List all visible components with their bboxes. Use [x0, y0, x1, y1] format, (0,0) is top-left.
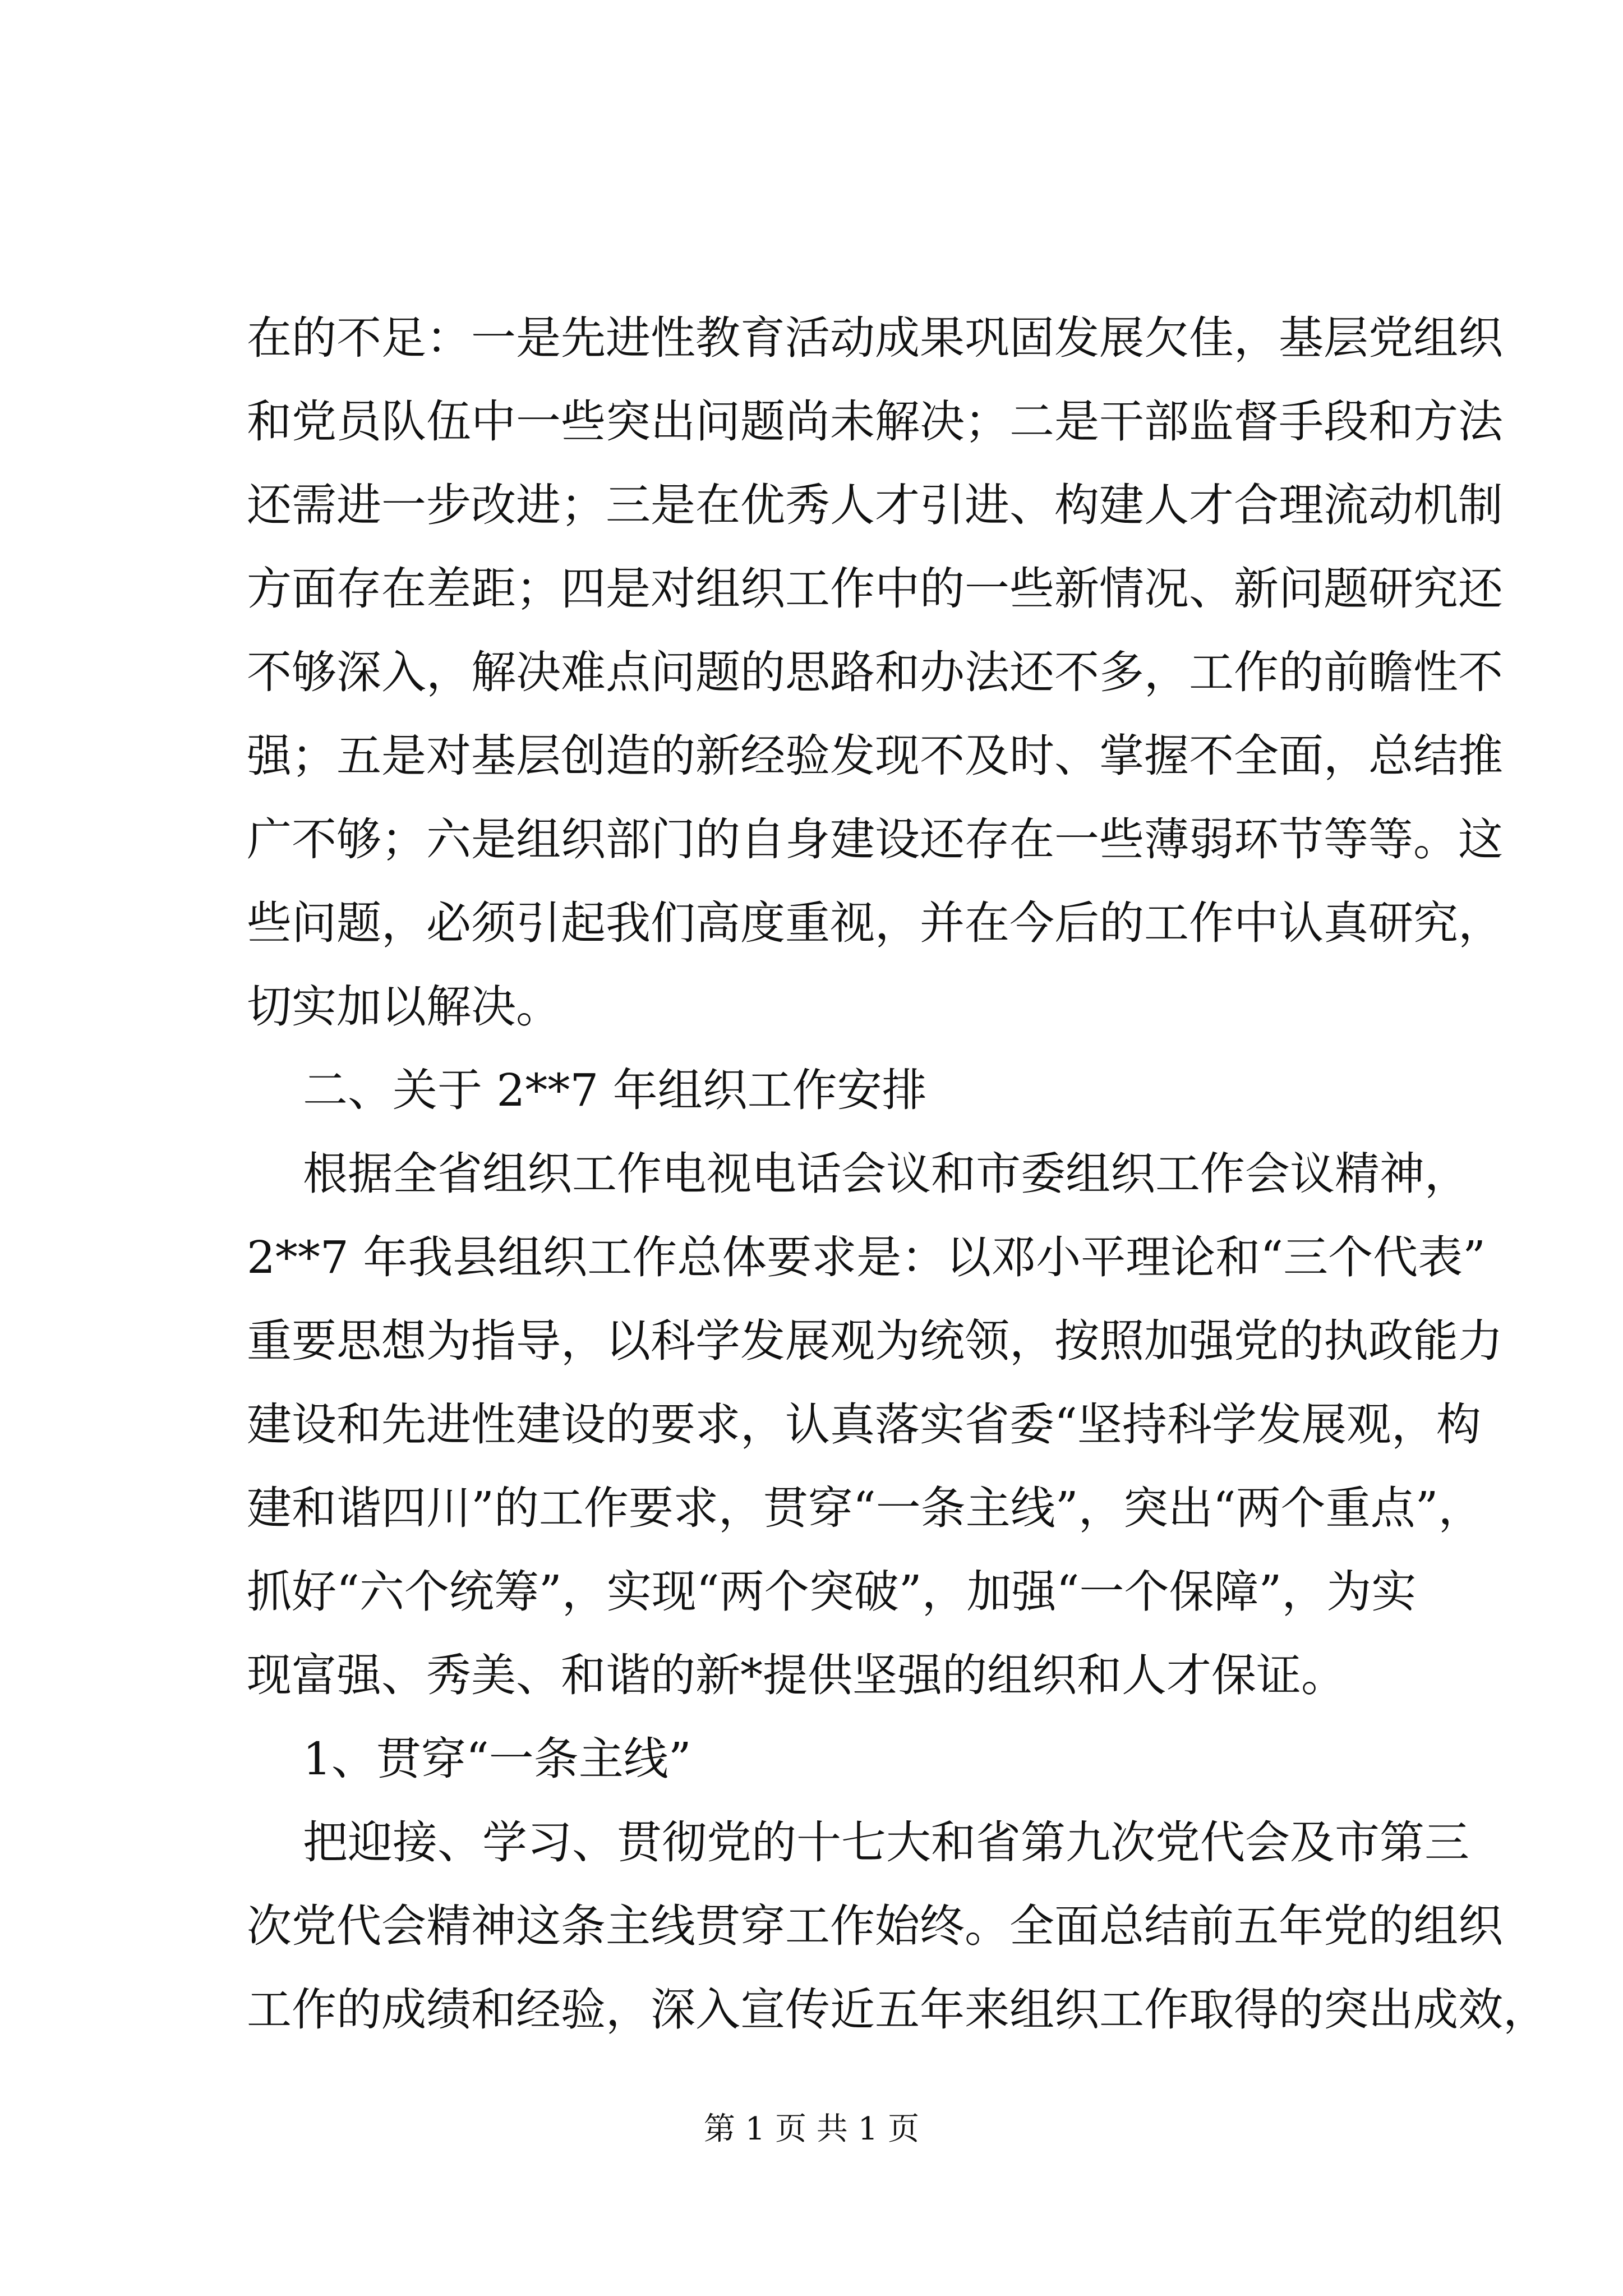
body-line: 根据全省组织工作电视电话会议和市委组织工作会议精神， — [303, 1148, 1469, 1200]
body-line: 次党代会精神这条主线贯穿工作始终。全面总结前五年党的组织 — [247, 1900, 1503, 1952]
body-line: 建和谐四川”的工作要求，贯穿“一条主线”，突出“两个重点”， — [247, 1482, 1483, 1534]
body-line: 广不够；六是组织部门的自身建设还存在一些薄弱环节等等。这 — [247, 813, 1503, 866]
body-line: 强；五是对基层创造的新经验发现不及时、掌握不全面，总结推 — [247, 730, 1503, 782]
body-line: 工作的成绩和经验，深入宣传近五年来组织工作取得的突出成效， — [247, 1984, 1548, 2036]
body-line: 些问题，必须引起我们高度重视，并在今后的工作中认真研究， — [247, 897, 1503, 949]
body-line: 不够深入，解决难点问题的思路和办法还不多，工作的前瞻性不 — [247, 646, 1503, 698]
body-line: 方面存在差距；四是对组织工作中的一些新情况、新问题研究还 — [247, 563, 1503, 615]
body-line: 和党员队伍中一些突出问题尚未解决；二是干部监督手段和方法 — [247, 395, 1503, 448]
body-line: 还需进一步改进；三是在优秀人才引进、构建人才合理流动机制 — [247, 479, 1503, 531]
subsection-heading: 1、贯穿“一条主线” — [303, 1733, 691, 1785]
body-line: 在的不足：一是先进性教育活动成果巩固发展欠佳，基层党组织 — [247, 312, 1503, 364]
body-line: 把迎接、学习、贯彻党的十七大和省第九次党代会及市第三 — [303, 1816, 1469, 1869]
body-line: 2**7 年我县组织工作总体要求是：以邓小平理论和“三个代表” — [247, 1231, 1486, 1283]
body-line: 抓好“六个统筹”，实现“两个突破”，加强“一个保障”，为实 — [247, 1566, 1417, 1618]
body-line: 建设和先进性建设的要求，认真落实省委“坚持科学发展观，构 — [247, 1398, 1481, 1451]
page-number-footer: 第 1 页 共 1 页 — [703, 2111, 920, 2147]
body-line: 重要思想为指导，以科学发展观为统领，按照加强党的执政能力 — [247, 1315, 1503, 1367]
body-line: 切实加以解决。 — [247, 981, 561, 1033]
body-line: 现富强、秀美、和谐的新*提供坚强的组织和人才保证。 — [247, 1649, 1346, 1701]
section-heading: 二、关于 2**7 年组织工作安排 — [303, 1064, 927, 1116]
